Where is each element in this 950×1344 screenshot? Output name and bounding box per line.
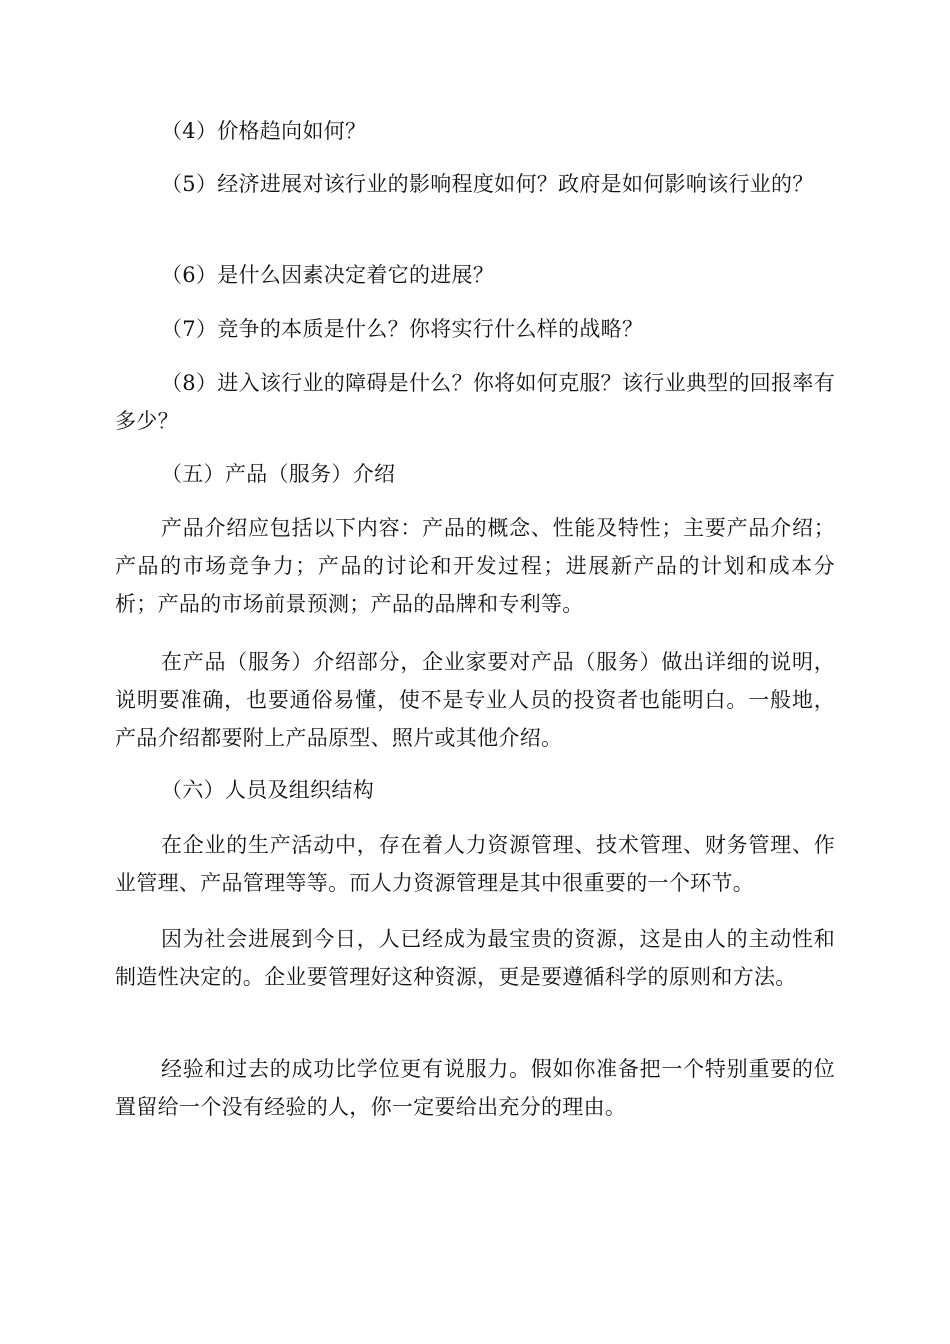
section-6-paragraph-2: 因为社会进展到今日，人已经成为最宝贵的资源，这是由人的主动性和制造性决定的。企业要管理好这种资源，更是要遵循科学的原则和方法。: [115, 927, 835, 989]
question-7: （7）竞争的本质是什么？你将实行什么样的战略？: [161, 317, 644, 341]
section-5-paragraph-2: 在产品（服务）介绍部分，企业家要对产品（服务）做出详细的说明，说明要准确，也要通俗易懂，使不是专业人员的投资者也能明白。一般地，产品介绍都要附上产品原型、照片或其他介绍。: [115, 650, 835, 750]
section-6-paragraph-1: 在企业的生产活动中，存在着人力资源管理、技术管理、财务管理、作业管理、产品管理等等。而人力资源管理是其中很重要的一个环节。: [115, 833, 835, 895]
section-6-heading: （六）人员及组织结构: [161, 778, 374, 802]
section-5-paragraph-1: 产品介绍应包括以下内容：产品的概念、性能及特性；主要产品介绍；产品的市场竞争力；产品的讨论和开发过程；进展新产品的计划和成本分析；产品的市场前景预测；产品的品牌和专利等。: [115, 516, 835, 616]
section-5-heading: （五）产品（服务）介绍: [161, 462, 396, 486]
section-6-paragraph-3: 经验和过去的成功比学位更有说服力。假如你准备把一个特别重要的位置留给一个没有经验的人，你一定要给出充分的理由。: [115, 1057, 835, 1119]
question-5: （5）经济进展对该行业的影响程度如何？政府是如何影响该行业的？: [161, 172, 814, 196]
question-4: （4）价格趋向如何？: [161, 119, 367, 143]
question-6: （6）是什么因素决定着它的进展？: [161, 263, 495, 287]
question-8: （8）进入该行业的障碍是什么？你将如何克服？该行业典型的回报率有多少？: [115, 371, 835, 433]
